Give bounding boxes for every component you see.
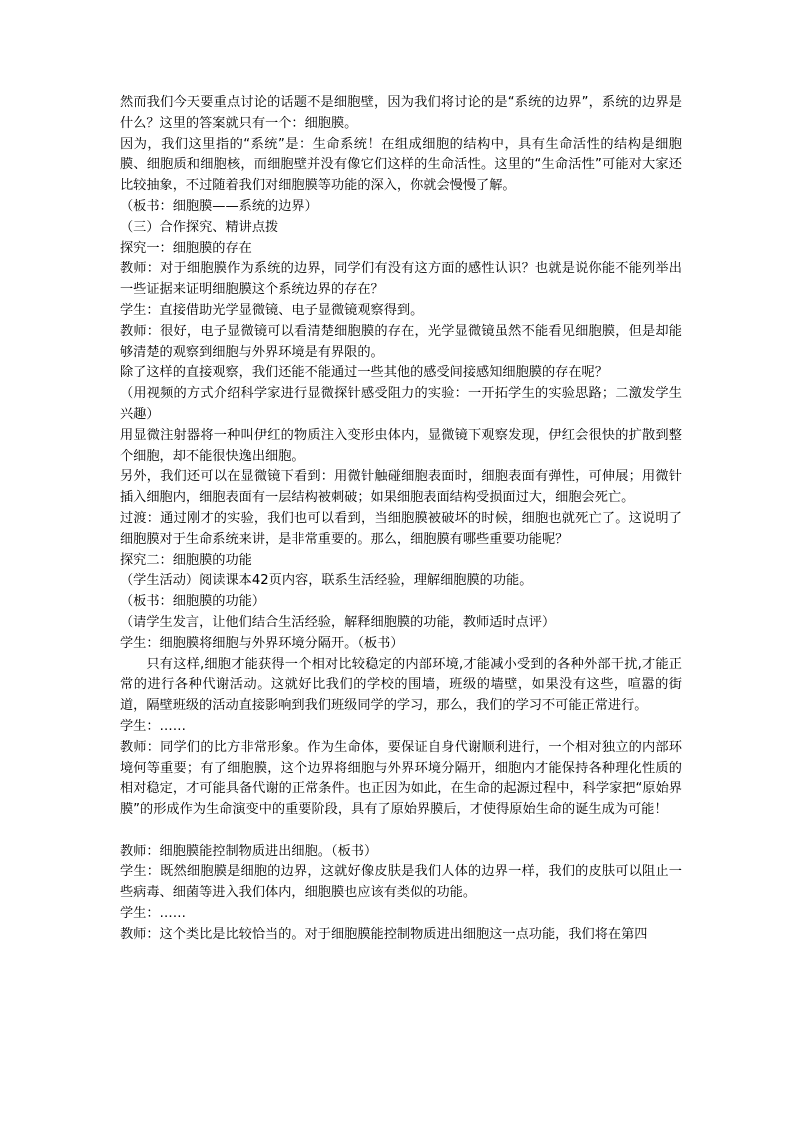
heading-inquiry-two: 探究二：细胞膜的功能 xyxy=(120,552,252,568)
paragraph-discussion-note: （请学生发言，让他们结合生活经验，解释细胞膜的功能，教师适时点评） xyxy=(120,614,556,630)
paragraph-teacher-control: 教师：细胞膜能控制物质进出细胞。（板书） xyxy=(120,843,378,859)
blank-line xyxy=(120,821,682,842)
heading-inquiry-one: 探究一：细胞膜的存在 xyxy=(120,240,252,256)
paragraph-board-note-function: （板书：细胞膜的功能） xyxy=(120,594,266,610)
paragraph-life-system: 因为，我们这里指的“系统”是：生命系统！在组成细胞的结构中，具有生命活性的结构是细胞膜、细胞质和细胞核，而细胞壁并没有像它们这样的生命活性。这里的“生命活性”可能对大家还比较抽象，不过随着我们对细胞膜等功能的深入，你就会慢慢了解。 xyxy=(120,136,682,194)
paragraph-student-answer-microscope: 学生：直接借助光学显微镜、电子显微镜观察得到。 xyxy=(120,302,424,318)
paragraph-video-note: （用视频的方式介绍科学家进行显微探针感受阻力的实验：一开拓学生的实验思路；二激发学生兴趣） xyxy=(120,386,682,422)
paragraph-student-skin-analogy: 学生：既然细胞膜是细胞的边界，这就好像皮肤是我们人体的边界一样，我们的皮肤可以阻止一些病毒、细菌等进入我们体内，细胞膜也应该有类似的功能。 xyxy=(120,864,682,901)
paragraph-transition: 过渡：通过刚才的实验，我们也可以看到，当细胞膜被破坏的时候，细胞也就死亡了。这说明了细胞膜对于生命系统来讲，是非常重要的。那么，细胞膜有哪些重要功能呢？ xyxy=(120,510,682,547)
paragraph-indirect-perception: 除了这样的直接观察，我们还能不能通过一些其他的感受间接感知细胞膜的存在呢？ xyxy=(120,365,608,381)
section-heading-cooperative-inquiry: （三）合作探究、精讲点拨 xyxy=(120,219,279,235)
document-page xyxy=(120,93,682,946)
paragraph-microneedle: 另外，我们还可以在显微镜下看到：用微针触碰细胞表面时，细胞表面有弹性，可伸展；用微针插入细胞内，细胞表面有一层结构被刺破；如果细胞表面结构受损面过大，细胞会死亡。 xyxy=(120,469,682,506)
paragraph-stable-environment: 只有这样,细胞才能获得一个相对比较稳定的内部环境,才能减小受到的各种外部干扰,才能正常的进行各种代谢活动。这就好比我们的学校的围墙，班级的墙壁，如果没有这些，喧嚣的街道，隔壁班级的活动直接影响到我们班级同学的学习，那么，我们的学习不可能正常进行。 xyxy=(120,656,682,714)
paragraph-teacher-question: 教师：对于细胞膜作为系统的边界，同学们有没有这方面的感性认识？也就是说你能不能列举出一些证据来证明细胞膜这个系统边界的存在？ xyxy=(120,261,682,298)
paragraph-eosin-experiment: 用显微注射器将一种叫伊红的物质注入变形虫体内，显微镜下观察发现，伊红会很快的扩散到整个细胞，却不能很快逸出细胞。 xyxy=(120,427,682,464)
paragraph-student-ellipsis-2: 学生：…… xyxy=(120,906,186,922)
paragraph-teacher-fourth: 教师：这个类比是比较恰当的。对于细胞膜能控制物质进出细胞这一点功能，我们将在第四 xyxy=(120,926,648,942)
paragraph-teacher-analogy: 教师：同学们的比方非常形象。作为生命体，要保证自身代谢顺利进行，一个相对独立的内部环境何等重要；有了细胞膜，这个边界将细胞与外界环境分隔开，细胞内才能保持各种理化性质的相对稳定，才可能具备代谢的正常条件。也正因为如此，在生命的起源过程中，科学家把“原始界膜”的形成作为生命演变中的重要阶段，具有了原始界膜后，才使得原始生命的诞生成为可能！ xyxy=(120,739,682,818)
paragraph-student-separate: 学生：细胞膜将细胞与外界环境分隔开。（板书） xyxy=(120,635,404,651)
paragraph-student-ellipsis-1: 学生：…… xyxy=(120,718,186,734)
paragraph-student-activity: （学生活动）阅读课本42页内容，联系生活经验，理解细胞膜的功能。 xyxy=(120,573,533,589)
paragraph-board-note-boundary: （板书：细胞膜——系统的边界） xyxy=(120,198,318,214)
paragraph-teacher-microscope: 教师：很好，电子显微镜可以看清楚细胞膜的存在，光学显微镜虽然不能看见细胞膜，但是却能够清楚的观察到细胞与外界环境是有界限的。 xyxy=(120,323,682,360)
paragraph-cell-wall-topic: 然而我们今天要重点讨论的话题不是细胞壁，因为我们将讨论的是“系统的边界”，系统的边界是什么？这里的答案就只有一个：细胞膜。 xyxy=(120,95,682,131)
